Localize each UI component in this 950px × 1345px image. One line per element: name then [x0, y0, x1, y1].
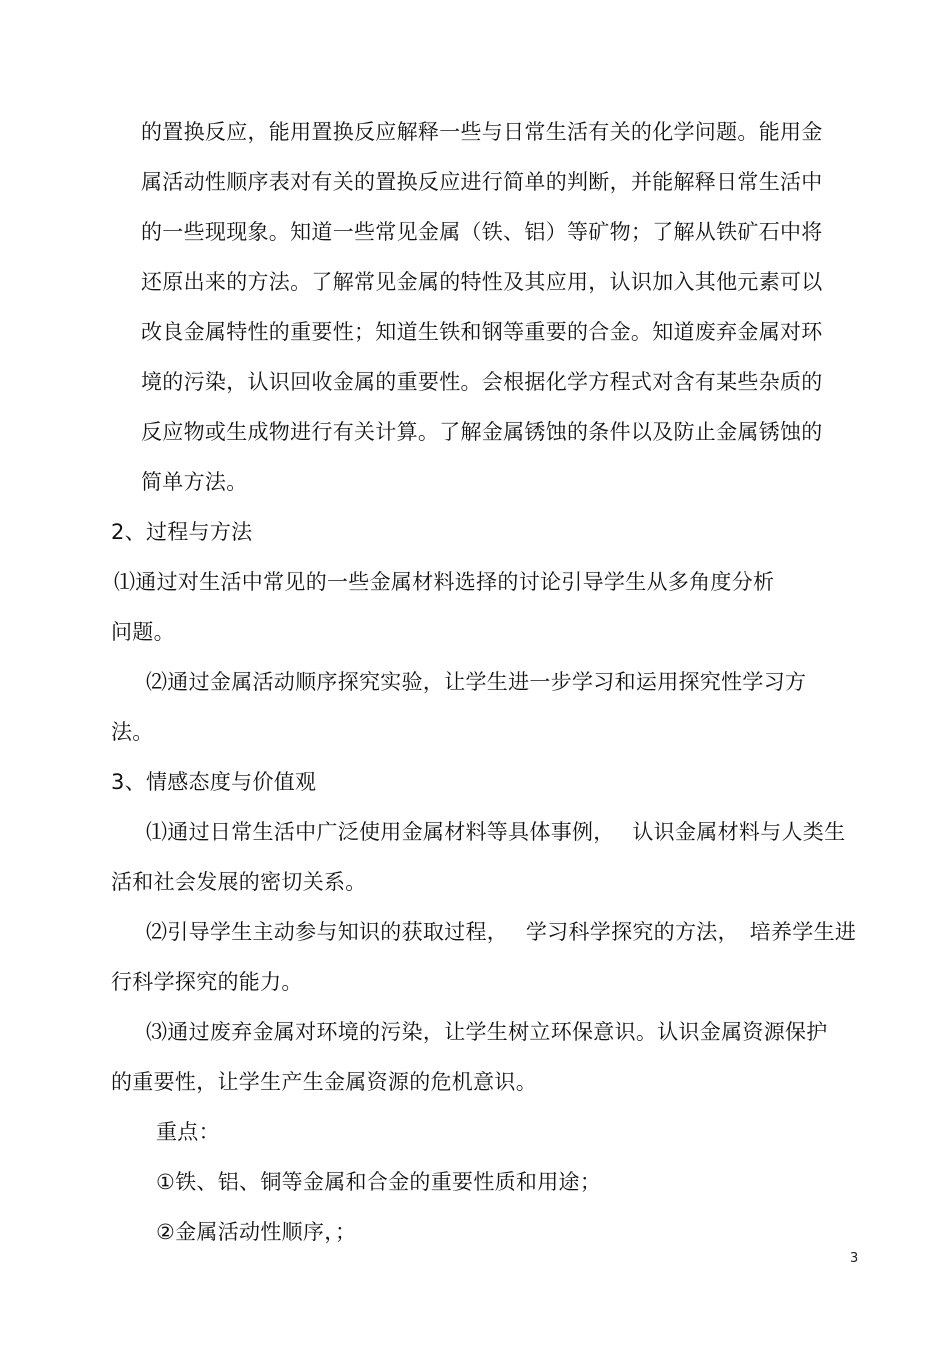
paragraph-line: 法。	[111, 720, 154, 744]
paragraph-line: ⑴通过对生活中常见的一些金属材料选择的讨论引导学生从多角度分析	[114, 570, 775, 594]
paragraph-line: 的置换反应，能用置换反应解释一些与日常生活有关的化学问题。能用金	[141, 120, 823, 144]
paragraph-line: 属活动性顺序表对有关的置换反应进行简单的判断，并能解释日常生活中	[141, 170, 823, 194]
paragraph-line: ⑵通过金属活动顺序探究实验，让学生进一步学习和运用探究性学习方	[146, 670, 807, 694]
paragraph-line: 反应物或生成物进行有关计算。了解金属锈蚀的条件以及防止金属锈蚀的	[141, 420, 823, 444]
page-number: 3	[850, 1251, 859, 1266]
key-point-item: ①铁、铝、铜等金属和合金的重要性质和用途；	[156, 1170, 602, 1194]
paragraph-line: ⑴通过日常生活中广泛使用金属材料等具体事例， 认识金属材料与人类生	[146, 820, 846, 844]
section-heading: 2、过程与方法	[111, 520, 253, 544]
paragraph-line: 行科学探究的能力。	[111, 970, 303, 994]
paragraph-line: 还原出来的方法。了解常见金属的特性及其应用，认识加入其他元素可以	[141, 270, 823, 294]
section-heading: 3、情感态度与价值观	[111, 770, 317, 794]
paragraph-line: 的一些现现象。知道一些常见金属（铁、铝）等矿物；了解从铁矿石中将	[141, 220, 823, 244]
paragraph-line: 改良金属特性的重要性；知道生铁和钢等重要的合金。知道废弃金属对环	[141, 320, 823, 344]
paragraph-line: 活和社会发展的密切关系。	[111, 870, 367, 894]
paragraph-line: 问题。	[111, 620, 175, 644]
key-points-heading: 重点：	[156, 1120, 220, 1144]
paragraph-line: 简单方法。	[141, 470, 248, 494]
paragraph-line: ⑵引导学生主动参与知识的获取过程， 学习科学探究的方法， 培养学生进	[146, 920, 857, 944]
paragraph-line: 境的污染，认识回收金属的重要性。会根据化学方程式对含有某些杂质的	[141, 370, 823, 394]
paragraph-line: 的重要性，让学生产生金属资源的危机意识。	[111, 1070, 537, 1094]
key-point-item: ②金属活动性顺序，；	[156, 1220, 357, 1244]
paragraph-line: ⑶通过废弃金属对环境的污染，让学生树立环保意识。认识金属资源保护	[146, 1020, 828, 1044]
